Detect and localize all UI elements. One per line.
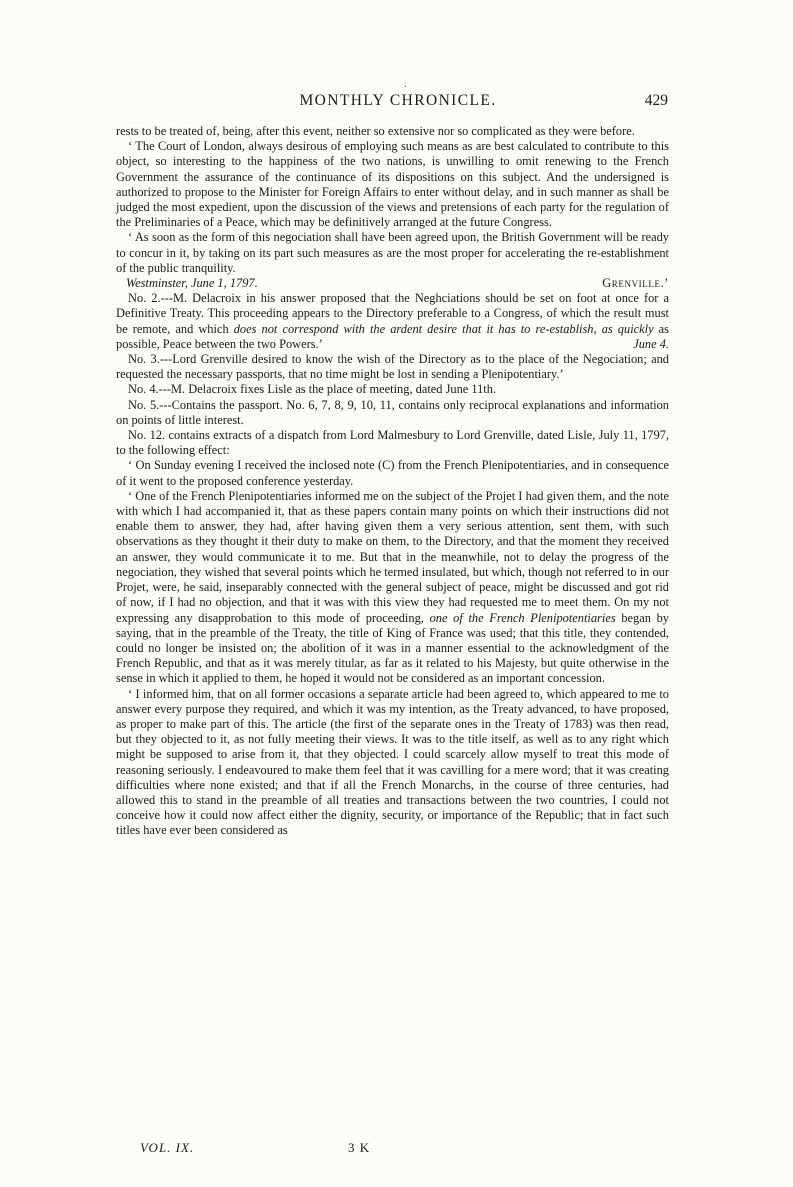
entry-no5: No. 5.---Contains the passport. No. 6, 7, 8, 9, 10, 11, contains only reciprocal explanations and information on points of little interest. xyxy=(116,397,669,427)
no2-text-a: No. 2.---M. Delacroix in his answer proposed that the Neghciations should be set on foot at once for a Definitive Treaty. This proceeding appears to the Directory preferable to a Congress, of which the result must be remote, and which xyxy=(116,291,669,336)
entry-no12: No. 12. contains extracts of a dispatch from Lord Malmesbury to Lord Grenville, dated Lisle, July 11, 1797, to the following effect: xyxy=(116,428,669,458)
no2-text-b: as possible, Peace between the two Powers.’ xyxy=(116,321,669,351)
signoff-name: Grenville.’ xyxy=(602,276,669,291)
page-footer xyxy=(140,1140,540,1160)
entry-no2 xyxy=(116,291,669,352)
stray-mark: . xyxy=(404,78,407,90)
signoff-line xyxy=(116,276,669,291)
paragraph: rests to be treated of, being, after this event, neither so extensive nor so complicated as they were before. xyxy=(116,124,635,138)
body-text xyxy=(116,124,669,839)
dispatch-para: ‘ On Sunday evening I received the inclosed note (C) from the French Plenipotentiaries, and in consequence of it went to the proposed conference yesterday. xyxy=(116,458,669,488)
dispatch-final-para: ‘ I informed him, that on all former occasions a separate article had been agreed to, which appeared to me to answer every purpose they required, and which it was my intention, as the Treaty advanced, to have proposed, as proper to make part of this. The article (the first of the separate ones in the Treaty of 1783) was then read, but they objected to it, as not fully meeting their views. It was to the title itself, as well as to any right which might be supposed to arise from it, that they objected. I could scarcely allow myself to treat this mode of reasoning seriously. I endeavoured to make them feel that it was cavilling for a mere word; that it was creating difficulties where none existed; and that if all the French Monarchs, in the course of three centuries, had allowed this to stand in the preamble of all treaties and transactions between the two countries, I could not conceive how it could now affect either the dignity, security, or importance of the Republic; that in fact such titles have ever been considered as xyxy=(116,686,669,838)
paragraph: ‘ As soon as the form of this negociation shall have been agreed upon, the British Government will be ready to concur in it, by taking on its part such measures as are the most proper for accelerating the re-establishment of the public tranquility. xyxy=(116,230,669,275)
entry-no4: No. 4.---M. Delacroix fixes Lisle as the place of meeting, dated June 11th. xyxy=(128,382,497,397)
signoff-date: Westminster, June 1, 1797. xyxy=(126,276,258,291)
signature-mark: 3 K xyxy=(348,1140,371,1155)
long-italic: one of the French Plenipotentiaries xyxy=(429,610,616,625)
entry-no3: No. 3.---Lord Grenville desired to know the wish of the Directory as to the place of the Negociation; and requested the necessary passports, that no time might be lost in sending a Plenipotentiary.’ xyxy=(116,352,669,382)
no2-italic: does not correspond with the ardent desire that it has to re-establish, as quickly xyxy=(233,321,654,336)
running-head: MONTHLY CHRONICLE. xyxy=(299,92,497,109)
long-text-b: began by saying, that in the preamble of the Treaty, the title of King of France was used; that this title, they contended, could no longer be insisted on; the abolition of it was in a manner essential to the acknowledgment of the French Republic, and that as it was merely titular, as far as it related to his Majesty, but quite otherwise in the sense in which it applied to them, he hoped it would not be considered as an important concession. xyxy=(116,610,669,686)
volume-label: VOL. IX. xyxy=(140,1140,195,1155)
long-text-a: ‘ One of the French Plenipotentiaries informed me on the subject of the Projet I had given them, and the note with which I had accompanied it, that as these papers contain many points on which their instructions did not enable them to answer, they had, after having given them a very serious attention, sent them, with such observations as they thought it their duty to make on them, to the Directory, and that the moment they received an answer, they would communicate it to me. But that in the meanwhile, not to delay the progress of the negociation, they wished that several points which he termed insulated, but which, though not referred to in our Projet, were, he said, inseparably connected with the general subject of peace, might be discussed and got rid of now, if I had no objection, and that it was with this view they had requested me to meet them. On my not expressing any disapprobation to this mode of proceeding, xyxy=(116,488,669,625)
paragraph: ‘ The Court of London, always desirous of employing such means as are best calculated to contribute to this object, so interesting to the happiness of the two nations, is unwilling to omit renewing to the French Government the assurance of the continuance of its dispositions on this subject. And the undersigned is authorized to propose to the Minister for Foreign Affairs to enter without delay, and in such manner as shall be judged the most expedient, upon the discussion of the views and pretensions of each party for the regulation of the Preliminaries of a Peace, which may be definitively arranged at the future Congress. xyxy=(116,139,669,230)
dispatch-long-para xyxy=(116,489,669,687)
no2-date: June 4. xyxy=(633,336,669,351)
page-number: 429 xyxy=(644,92,668,109)
page-header xyxy=(128,92,668,114)
